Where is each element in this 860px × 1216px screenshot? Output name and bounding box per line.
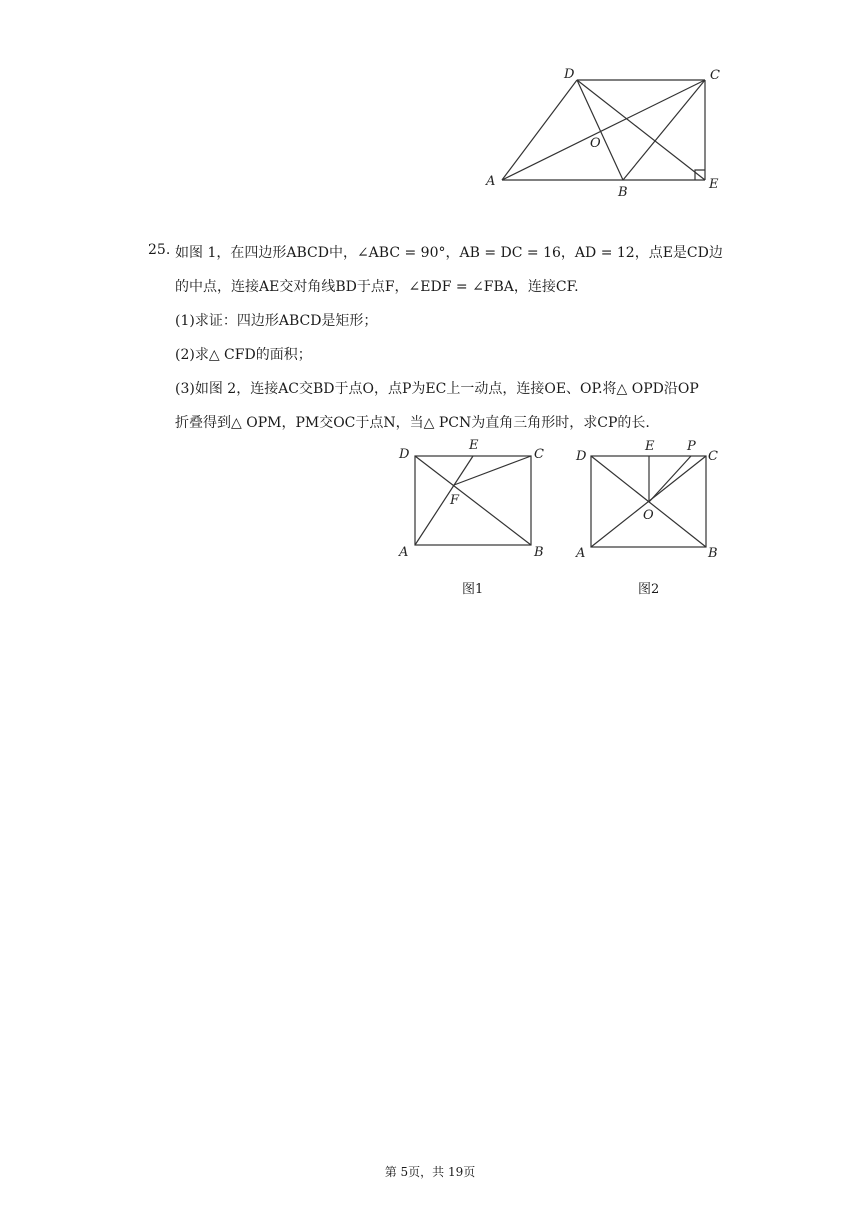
label-C: C <box>710 68 720 83</box>
label-D: D <box>399 447 410 462</box>
label-F: F <box>450 493 460 508</box>
question-line-5: (3)如图 2，连接AC交BD于点O，点P为EC上一动点，连接OE、OP.将△ OPD沿OP <box>175 381 699 397</box>
label-B: B <box>618 185 628 200</box>
question-line-2: 的中点，连接AE交对角线BD于点F，∠EDF = ∠FBA，连接CF. <box>175 279 579 295</box>
question-line-6: 折叠得到△ OPM，PM交OC于点N，当△ PCN为直角三角形时，求CP的长. <box>175 415 650 431</box>
figure-1 <box>395 436 555 566</box>
label-O: O <box>643 508 654 523</box>
label-D: D <box>564 67 575 82</box>
label-D: D <box>576 449 587 464</box>
label-E: E <box>645 439 655 454</box>
label-C: C <box>708 449 718 464</box>
page-footer: 第 5页，共 19页 <box>384 1165 476 1179</box>
question-number: 25. <box>148 242 171 258</box>
label-B: B <box>534 545 544 560</box>
question-line-1: 如图 1，在四边形ABCD中，∠ABC = 90°，AB = DC = 16，AD = 12，点E是CD边 <box>175 245 723 261</box>
label-A: A <box>486 174 496 189</box>
figure-2 <box>575 436 735 566</box>
label-E: E <box>709 177 719 192</box>
label-B: B <box>708 546 718 561</box>
figure-2-caption: 图2 <box>638 582 660 597</box>
label-P: P <box>687 439 696 454</box>
label-A: A <box>576 546 586 561</box>
question-line-3: (1)求证：四边形ABCD是矩形； <box>175 313 378 329</box>
label-C: C <box>534 447 544 462</box>
question-line-4: (2)求△ CFD的面积； <box>175 347 312 363</box>
label-O: O <box>590 136 601 151</box>
figure-1-caption: 图1 <box>462 582 484 597</box>
figure-top <box>480 62 730 202</box>
label-A: A <box>399 545 409 560</box>
label-E: E <box>469 438 479 453</box>
